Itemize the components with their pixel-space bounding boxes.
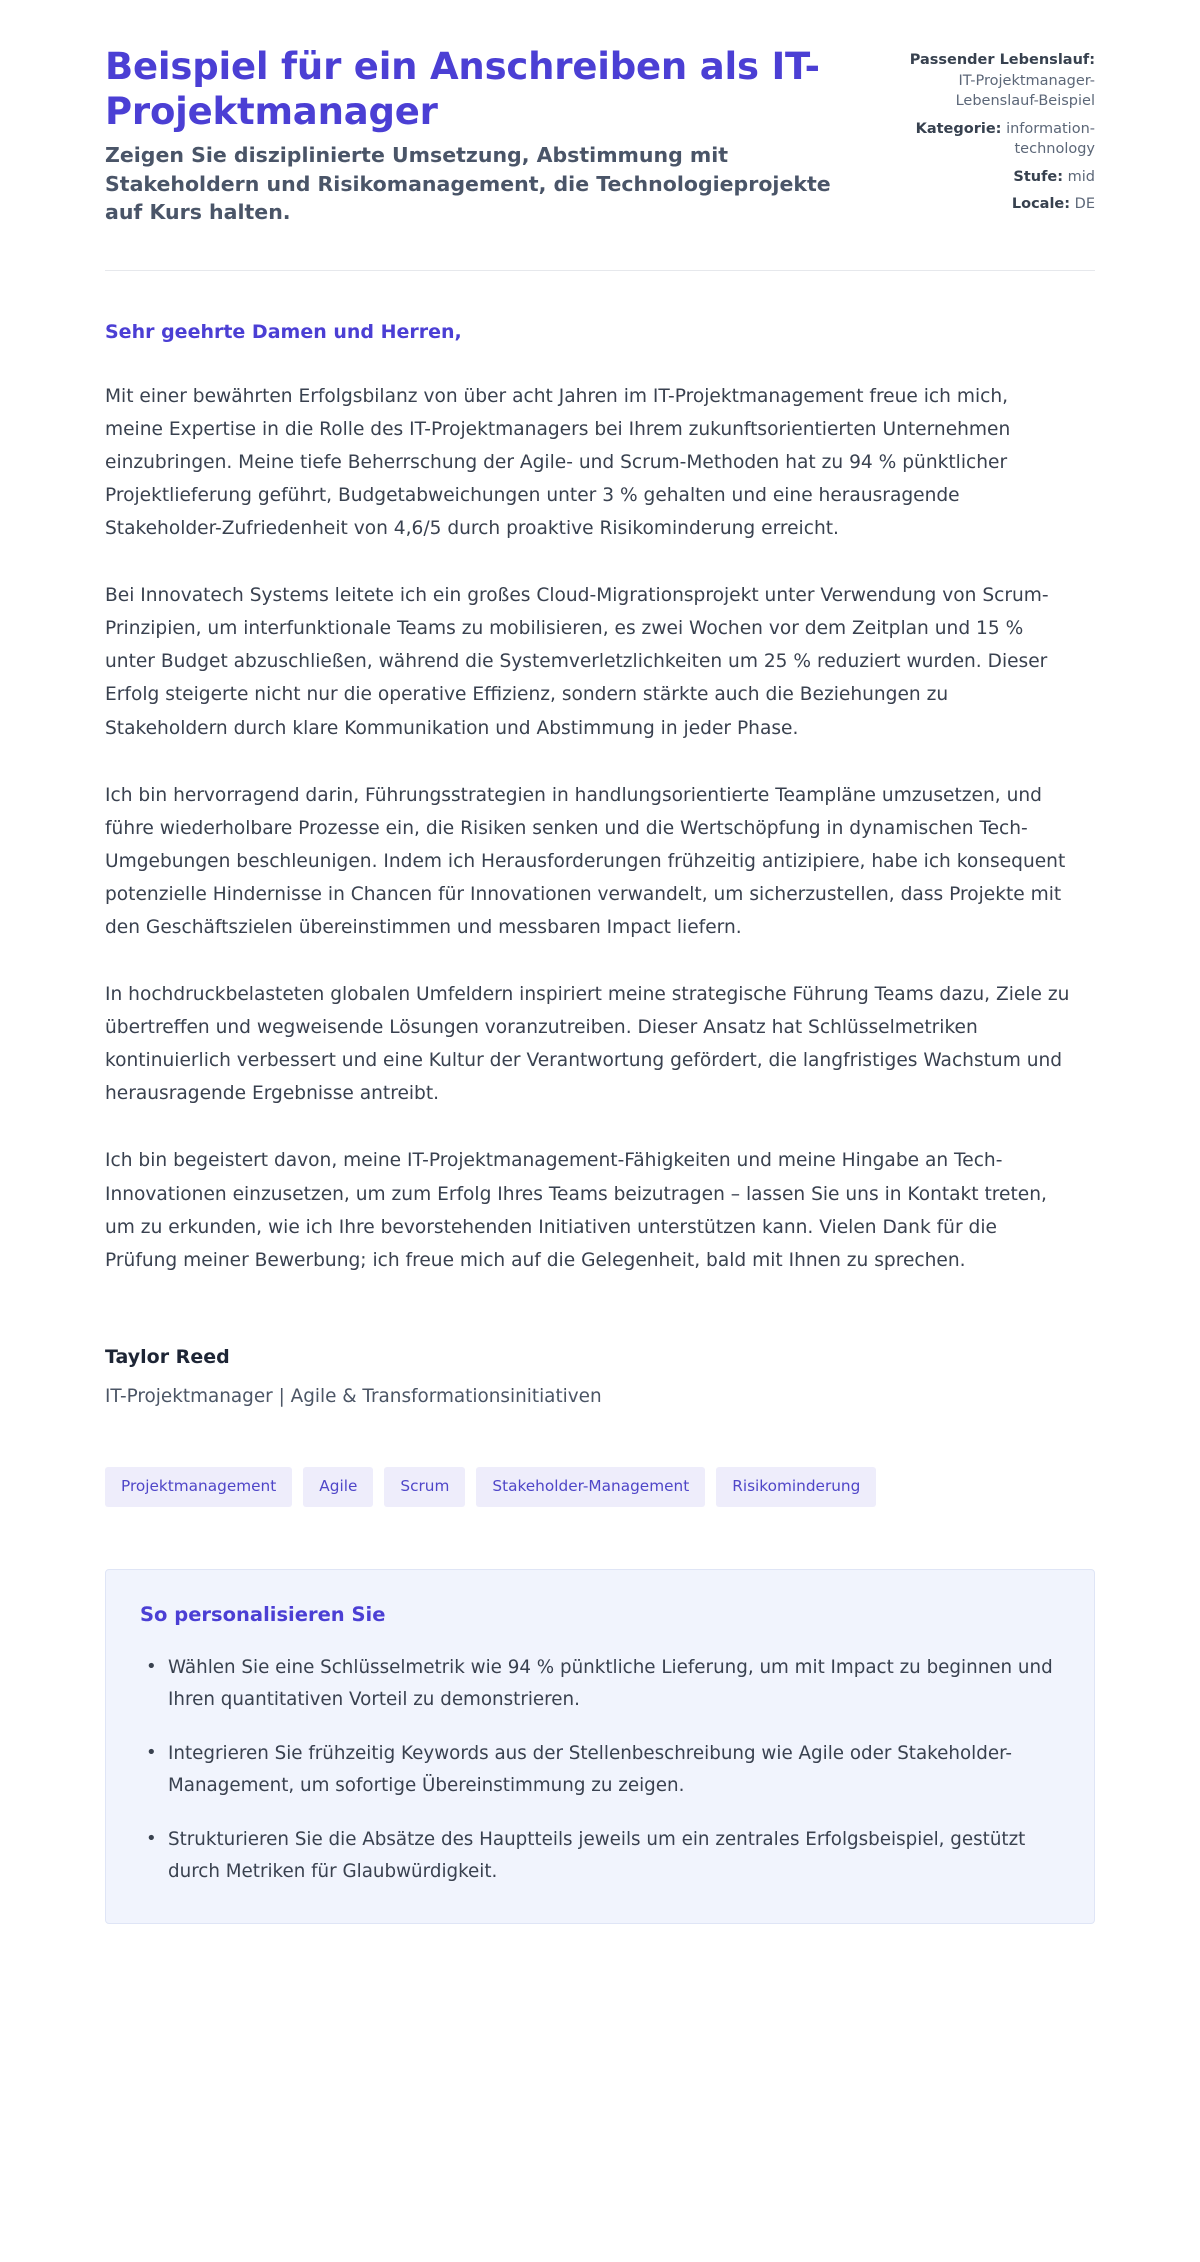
metadata-value-category: information-technology	[1006, 120, 1095, 158]
page-content	[105, 44, 1095, 1924]
metadata-row-matching-resume	[895, 50, 1095, 112]
page-subtitle: Zeigen Sie disziplinierte Umsetzung, Abstimmung mit Stakeholdern und Risikomanagement, die Technologieprojekte auf Kurs halten.	[105, 143, 831, 224]
letter-paragraph: Ich bin hervorragend darin, Führungsstrategien in handlungsorientierte Teampläne umzusetzen, und führe wiederholbare Prozesse ein, die Risiken senken und die Wertschöpfung in dynamischen Tech-Umgebungen beschleunigen. Indem ich Herausforderungen frühzeitig antizipiere, habe ich konsequent potenzielle Hindernisse in Chancen für Innovationen verwandelt, um sicherzustellen, dass Projekte mit den Geschäftszielen übereinstimmen und messbaren Impact liefern.	[105, 784, 1066, 938]
signature-name: Taylor Reed	[105, 1345, 230, 1368]
cover-letter-body	[105, 319, 1095, 1277]
letter-paragraph: Ich bin begeistert davon, meine IT-Projektmanagement-Fähigkeiten und meine Hingabe an Tech-Innovationen einzusetzen, um zum Erfolg Ihres Teams beizutragen – lassen Sie uns in Kontakt treten, um zu erkunden, wie ich Ihre bevorstehenden Initiativen unterstützen kann. Vielen Dank für die Prüfung meiner Bewerbung; ich freue mich auf die Gelegenheit, bald mit Ihnen zu sprechen.	[105, 1150, 1047, 1271]
metadata-label-category: Kategorie:	[915, 120, 1002, 137]
page-title: Beispiel für ein Anschreiben als IT-Projektmanager	[105, 45, 820, 134]
header-divider	[105, 270, 1095, 271]
salutation: Sehr geehrte Damen und Herren,	[105, 321, 462, 344]
metadata-value-matching-resume: IT-Projektmanager-Lebenslauf-Beispiel	[955, 72, 1095, 110]
metadata-label-level: Stufe:	[1013, 168, 1064, 185]
metadata-value-locale: DE	[1074, 196, 1095, 213]
metadata-row-locale	[895, 194, 1095, 215]
letter-paragraph: In hochdruckbelasteten globalen Umfeldern inspiriert meine strategische Führung Teams dazu, Ziele zu übertreffen und wegweisende Lösungen voranzutreiben. Dieser Ansatz hat Schlüsselmetriken kontinuierlich verbessert und eine Kultur der Verantwortung gefördert, die langfristiges Wachstum und herausragende Ergebnisse antreibt.	[105, 984, 1070, 1105]
signature-role: IT-Projektmanager | Agile & Transformationsinitiativen	[105, 1386, 602, 1408]
metadata-row-category	[895, 119, 1095, 160]
tag-item[interactable]: Stakeholder-Management	[476, 1467, 705, 1507]
metadata-label-locale: Locale:	[1011, 196, 1071, 213]
callout-tip-list	[140, 1652, 1060, 1889]
metadata-value-level: mid	[1067, 168, 1095, 185]
metadata-label-matching-resume: Passender Lebenslauf:	[909, 52, 1095, 68]
signature-block	[105, 1343, 1095, 1411]
metadata-row-level	[895, 167, 1095, 188]
tag-item[interactable]: Projektmanagement	[105, 1467, 292, 1507]
tag-item[interactable]: Risikominderung	[716, 1467, 876, 1507]
tag-item[interactable]: Agile	[303, 1467, 373, 1507]
letter-paragraph: Mit einer bewährten Erfolgsbilanz von über acht Jahren im IT-Projektmanagement freue ich mich, meine Expertise in die Rolle des IT-Projektmanagers bei Ihrem zukunftsorientierten Unternehmen einzubringen. Meine tiefe Beherrschung der Agile- und Scrum-Methoden hat zu 94 % pünktlicher Projektlieferung geführt, Budgetabweichungen unter 3 % gehalten und eine herausragende Stakeholder-Zufriedenheit von 4,6/5 durch proaktive Risikominderung erreicht.	[105, 385, 1011, 540]
callout-tip-item: • Integrieren Sie frühzeitig Keywords aus der Stellenbeschreibung wie Agile oder Stakeholder-Management, um sofortige Übereinstimmung zu zeigen.	[166, 1738, 1060, 1802]
callout-title: So personalisieren Sie	[140, 1603, 386, 1627]
header-text-block	[105, 44, 835, 226]
callout-tip-item: • Wählen Sie eine Schlüsselmetrik wie 94 % pünktliche Lieferung, um mit Impact zu beginnen und Ihren quantitativen Vorteil zu demonstrieren.	[166, 1652, 1060, 1716]
personalization-callout	[105, 1569, 1095, 1923]
metadata-panel	[895, 44, 1095, 215]
page-header	[105, 44, 1095, 226]
letter-paragraph: Bei Innovatech Systems leitete ich ein großes Cloud-Migrationsprojekt unter Verwendung von Scrum-Prinzipien, um interfunktionale Teams zu mobilisieren, es zwei Wochen vor dem Zeitplan und 15 % unter Budget abzuschließen, während die Systemverletzlichkeiten um 25 % reduziert wurden. Dieser Erfolg steigerte nicht nur die operative Effizienz, sondern stärkte auch die Beziehungen zu Stakeholdern durch klare Kommunikation und Abstimmung in jeder Phase.	[105, 585, 1049, 739]
tag-list	[105, 1467, 1095, 1507]
tag-item[interactable]: Scrum	[384, 1467, 465, 1507]
callout-tip-item: • Strukturieren Sie die Absätze des Hauptteils jeweils um ein zentrales Erfolgsbeispiel, gestützt durch Metriken für Glaubwürdigkeit.	[166, 1824, 1060, 1888]
